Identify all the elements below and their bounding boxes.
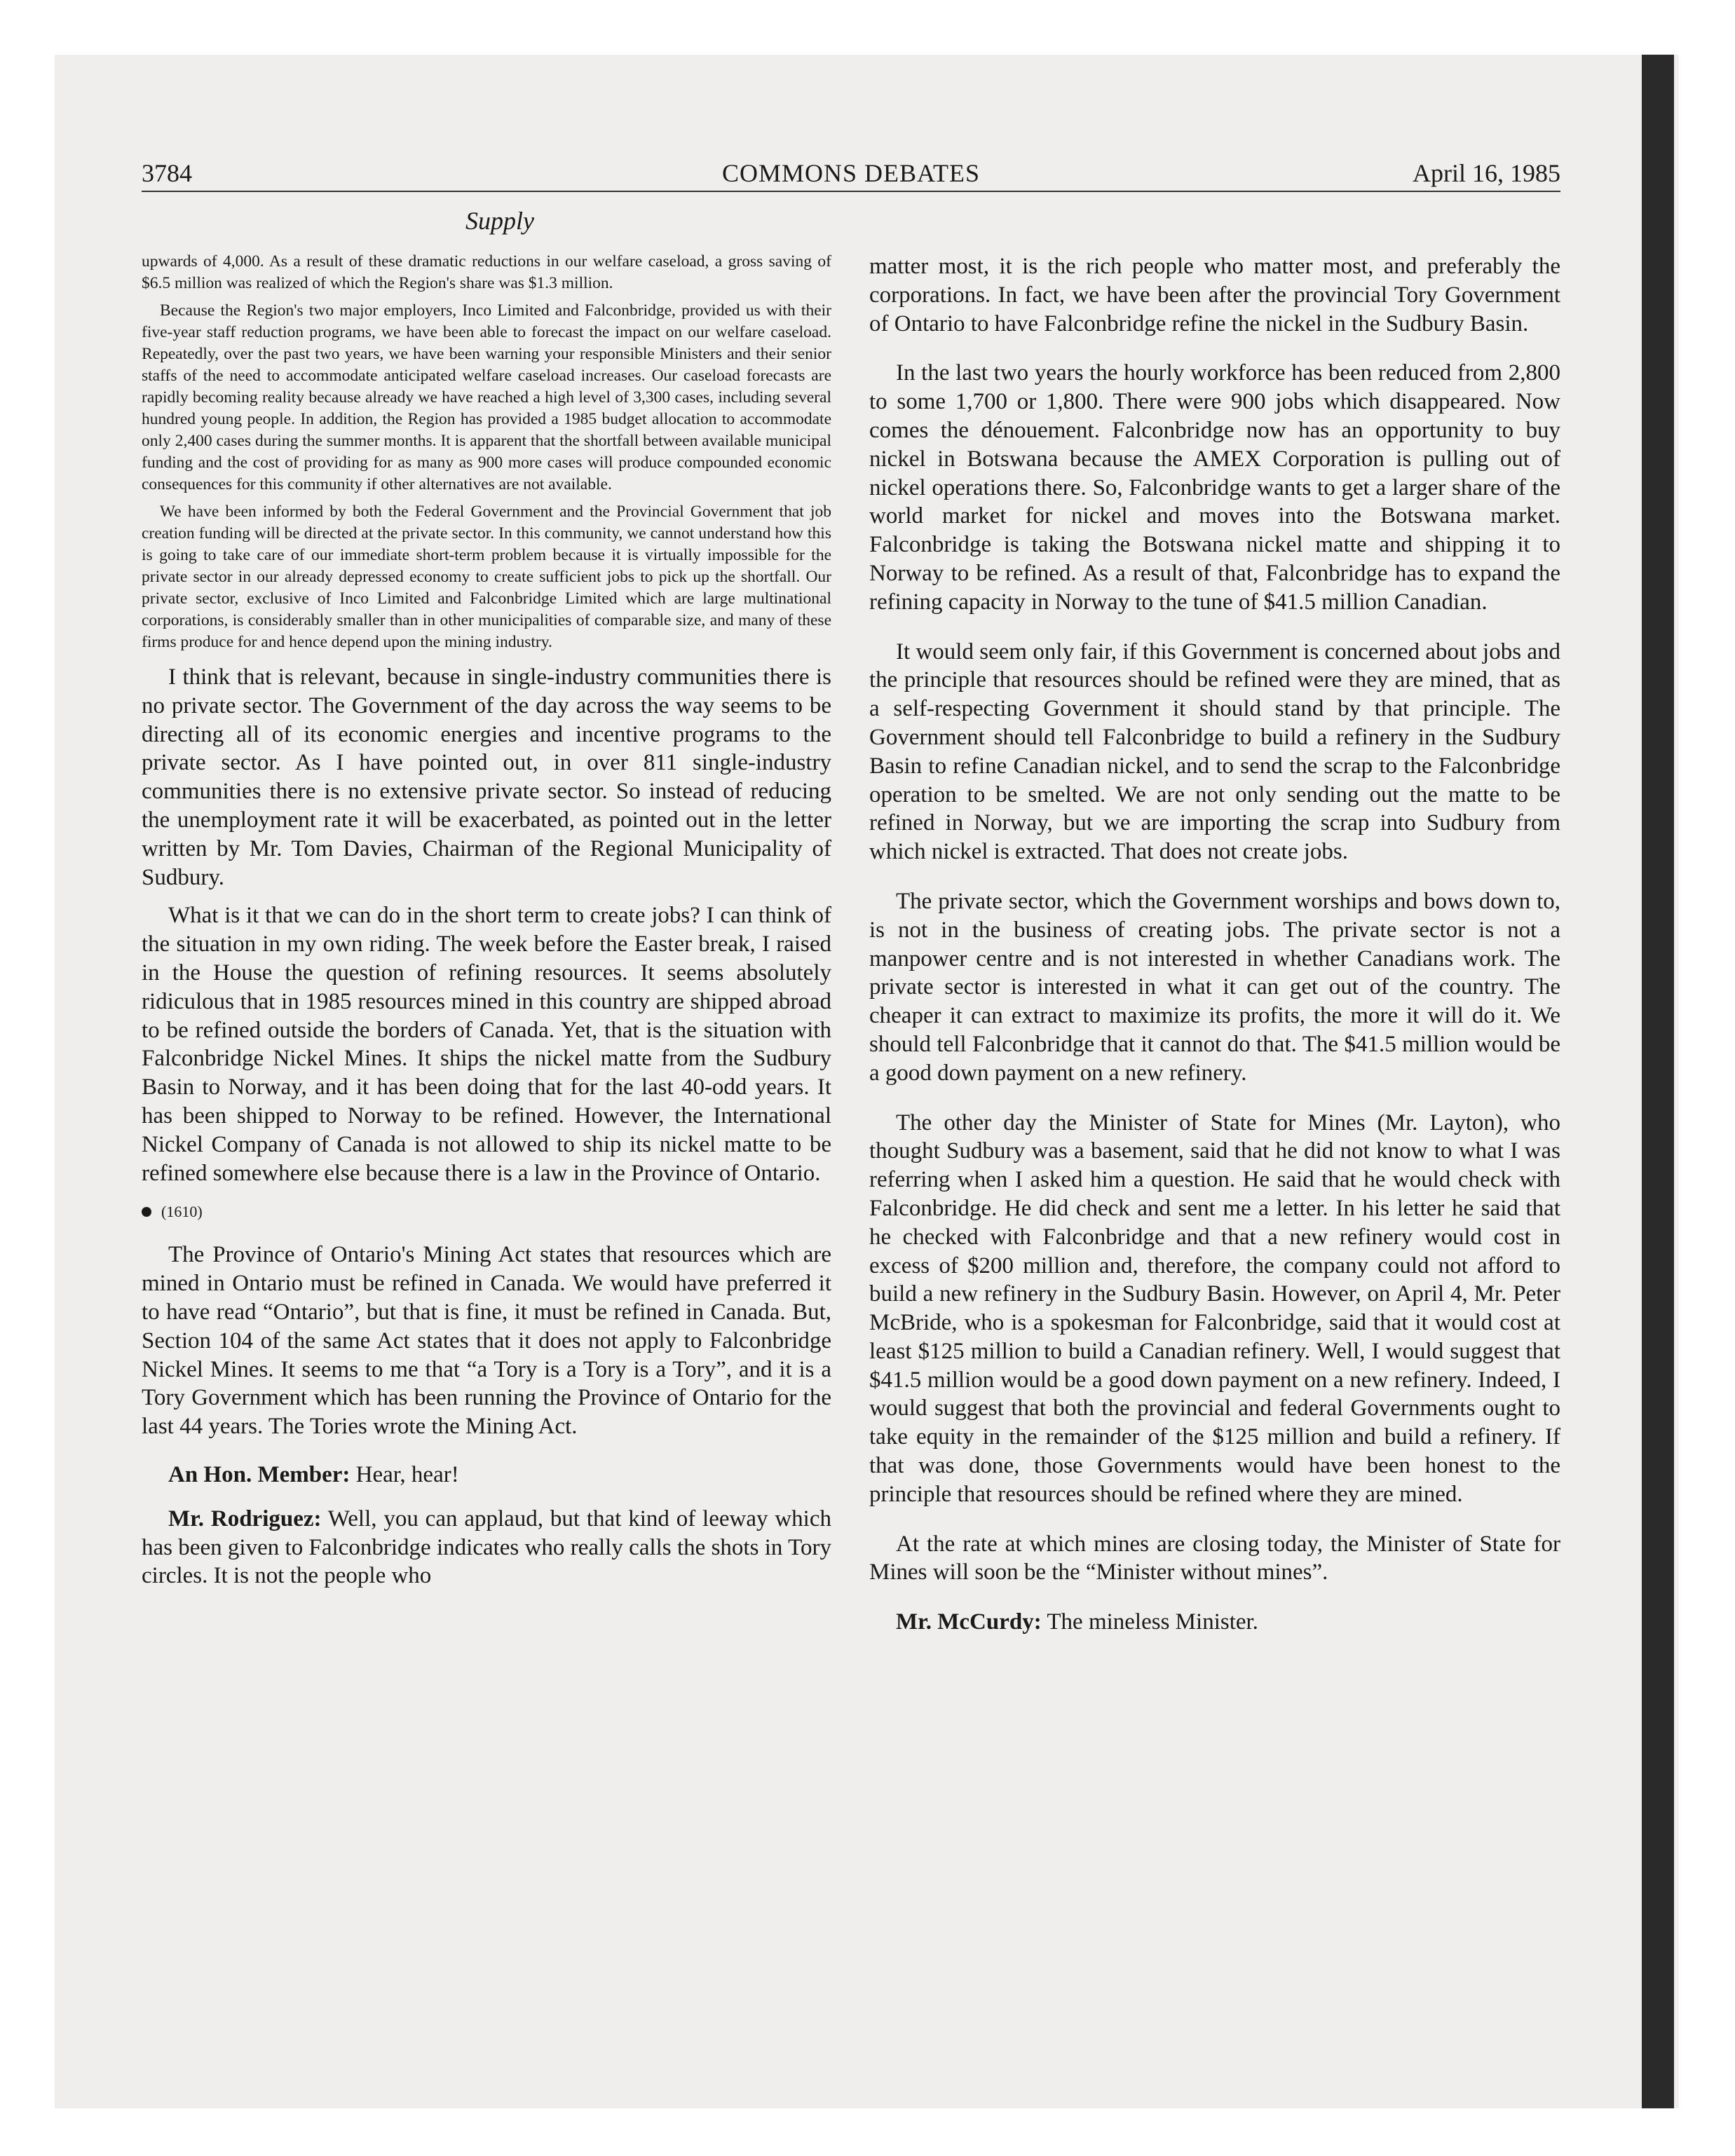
- paragraph: The other day the Minister of State for Mines (Mr. Layton), who thought Sudbury was a basement, said that he did not know to what I was referring when I asked him a question. He said that he would check with Falconbridge. He did check and sent me a letter. In his letter he said that he checked with Falconbridge and that a new refinery would cost in excess of $200 million and, therefore, the company could not afford to build a new refinery in the Sudbury Basin. However, on April 4, Mr. Peter McBride, who is a spokesman for Falconbridge, said that it would cost at least $125 million to build a Canadian refinery. Well, I would suggest that $41.5 million would be a good down payment on a new refinery. Indeed, I would suggest that both the provincial and federal Governments ought to take equity in the remainder of the $125 million and build a refinery. If that was done, those Governments would have been honest to the principle that resources should be refined where they are mined.: [869, 1110, 1560, 1507]
- page-number: 3784: [142, 159, 192, 187]
- paragraph: The Province of Ontario's Mining Act states that resources which are mined in Ontario must be refined in Canada. We would have preferred it to have read “Ontario”, but that is fine, it must be refined in Canada. But, Section 104 of the same Act states that it does not apply to Falconbridge Nickel Mines. It seems to me that “a Tory is a Tory is a Tory”, and it is a Tory Government which has been running the Province of Ontario for the last 44 years. The Tories wrote the Mining Act.: [142, 1242, 831, 1440]
- bullet-icon: [142, 1207, 151, 1217]
- paragraph: What is it that we can do in the short term to create jobs? I can think of the situation in my own riding. The week before the Easter break, I raised in the House the question of refining resources. It seems absolutely ridiculous that in 1985 resources mined in this country are shipped abroad to be refined outside the borders of Canada. Yet, that is the situation with Falconbridge Nickel Mines. It ships the nickel matte from the Sudbury Basin to Norway, and it has been doing that for the last 40-odd years. It has been shipped to Norway to be refined. However, the International Nickel Company of Canada is not allowed to ship its nickel matte to be refined somewhere else because there is a law in the Province of Ontario.: [142, 903, 831, 1186]
- left-column: [142, 251, 831, 1600]
- speech-body-left: [142, 663, 831, 1187]
- quote-paragraph: upwards of 4,000. As a result of these dramatic reductions in our welfare caseload, a gross saving of $6.5 million was realized of which the Region's share was $1.3 million.: [142, 252, 831, 292]
- scan-edge-bar: [1642, 55, 1674, 2108]
- right-column: [869, 252, 1560, 1658]
- time-marker: [142, 1203, 831, 1221]
- paragraph: In the last two years the hourly workforce has been reduced from 2,800 to some 1,700 or 1,800. There were 900 jobs which disappeared. Now comes the dénouement. Falconbridge now has an opportunity to buy nickel in Botswana because the AMEX Corporation is pulling out of nickel operations there. So, Falconbridge wants to get a larger share of the world market for nickel and moves into the Botswana market. Falconbridge is taking the Botswana nickel matte and shipping it to Norway to be refined. As a result of that, Falconbridge has to expand the refining capacity in Norway to the tune of $41.5 million Canadian.: [869, 360, 1560, 615]
- paragraph: At the rate at which mines are closing today, the Minister of State for Mines will soon be the “Minister without mines”.: [869, 1531, 1560, 1585]
- paragraph: I think that is relevant, because in single-industry communities there is no private sector. The Government of the day across the way seems to be directing all of its economic energies and incentive programs to the private sector. As I have pointed out, in over 811 single-industry communities there is no extensive private sector. So instead of reducing the unemployment rate it will be exacerbated, as pointed out in the letter written by Mr. Tom Davies, Chairman of the Regional Municipality of Sudbury.: [142, 664, 831, 890]
- page-header: [142, 154, 1560, 192]
- quote-paragraph: Because the Region's two major employers, Inco Limited and Falconbridge, provided us with their five-year staff reduction programs, we have been able to forecast the impact on our welfare caseload. Repeatedly, over the past two years, we have been warning your responsible Ministers and their senior staffs of the need to accommodate anticipated welfare caseload increases. Our caseload forecasts are rapidly becoming reality because already we have reached a high level of 3,300 cases, including several hundred young people. In addition, the Region has provided a 1985 budget allocation to accommodate only 2,400 cases during the summer months. It is apparent that the shortfall between available municipal funding and the cost of providing for as many as 900 more cases will produce compounded economic consequences for this community if other alternatives are not available.: [142, 301, 831, 493]
- speech-text: Well, you can applaud, but that kind of leeway which has been given to Falconbridge indicates who really calls the shots in Tory circles. It is not the people who: [142, 1506, 831, 1589]
- publication-title: COMMONS DEBATES: [721, 159, 981, 187]
- speech-text: The mineless Minister.: [1047, 1609, 1258, 1635]
- speaker-name: Mr. Rodriguez:: [168, 1506, 322, 1531]
- speech-rodriguez: [142, 1505, 831, 1590]
- speech-body-right: [869, 252, 1560, 1637]
- speech-mccurdy: [869, 1608, 1560, 1637]
- speech-body-left-2: [142, 1241, 831, 1590]
- speaker-name: Mr. McCurdy:: [896, 1609, 1042, 1635]
- section-label: Supply: [465, 207, 534, 235]
- quoted-letter: [142, 251, 831, 653]
- speaker-name: An Hon. Member:: [168, 1461, 351, 1487]
- interjection: [142, 1461, 831, 1489]
- time-marker-text: (1610): [161, 1203, 203, 1221]
- page-content: [142, 154, 1560, 1949]
- interjection-text: Hear, hear!: [355, 1461, 459, 1487]
- paragraph: The private sector, which the Government worships and bows down to, is not in the business of creating jobs. The private sector is not a manpower centre and is not interested in whether Canadians work. The private sector is interested in what it can get out of the country. The cheaper it can extract to maximize its profits, the more it will do it. We should tell Falconbridge that it cannot do that. The $41.5 million would be a good down payment on a new refinery.: [869, 888, 1560, 1086]
- paragraph: matter most, it is the rich people who matter most, and preferably the corporations. In fact, we have been after the provincial Tory Government of Ontario to have Falconbridge refine the nickel in the Sudbury Basin.: [869, 254, 1560, 336]
- page-date: April 16, 1985: [1413, 159, 1560, 187]
- paragraph: It would seem only fair, if this Government is concerned about jobs and the principle that resources should be refined were they are mined, that as a self-respecting Government it should stand by that principle. The Government should tell Falconbridge to build a refinery in the Sudbury Basin to refine Canadian nickel, and to send the scrap to the Falconbridge operation to be smelted. We are not only sending out the matte to be refined in Norway, but we are importing the scrap into Sudbury from which nickel is extracted. That does not create jobs.: [869, 639, 1560, 865]
- quote-paragraph: We have been informed by both the Federal Government and the Provincial Government that job creation funding will be directed at the private sector. In this community, we cannot understand how this is going to take care of our immediate short-term problem because it is virtually impossible for the private sector in our already depressed economy to create sufficient jobs to pick up the shortfall. Our private sector, exclusive of Inco Limited and Falconbridge Limited which are large multinational corporations, is considerably smaller than in other municipalities of comparable size, and many of these firms produce for and hence depend upon the mining industry.: [142, 503, 831, 651]
